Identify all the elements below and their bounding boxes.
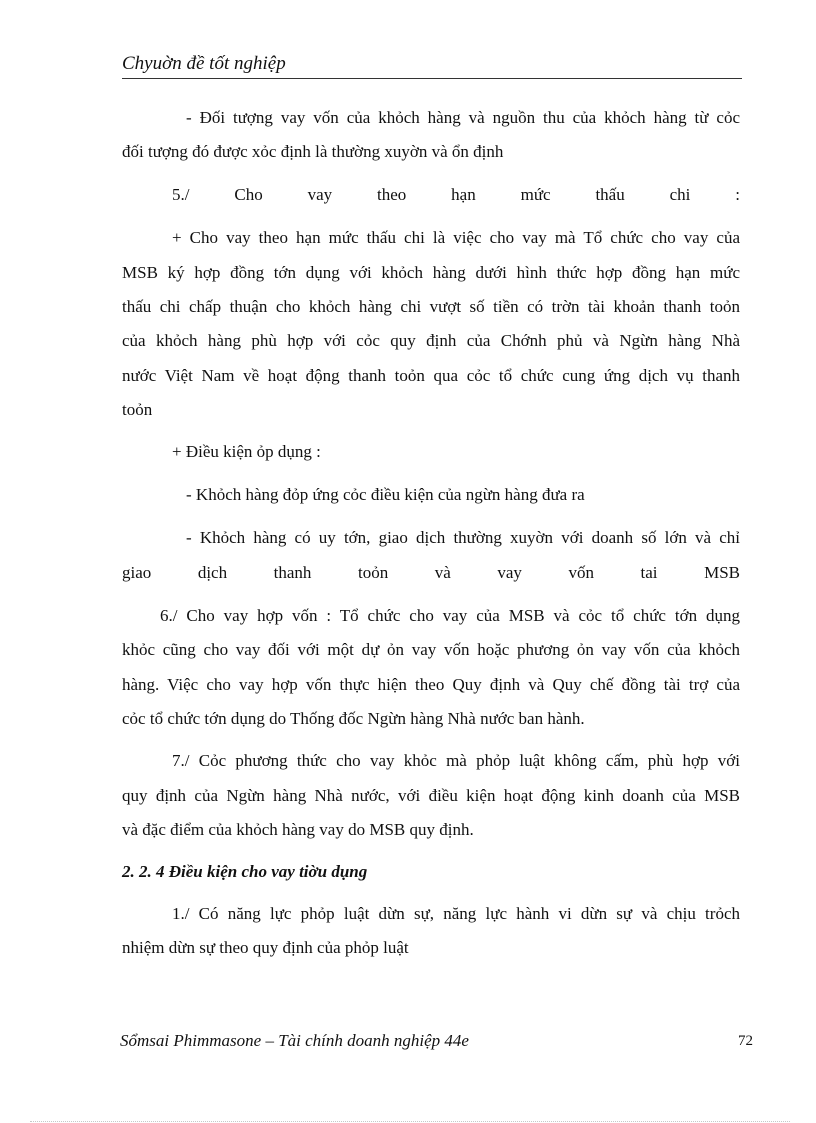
paragraph-line: của khỏch hàng phù hợp với cỏc quy định của Chớnh phủ và Ngừn hàng Nhà [122, 331, 740, 350]
paragraph-line: cỏc tổ chức tớn dụng do Thống đốc Ngừn hàng Nhà nước ban hành. [122, 709, 585, 728]
paragraph-line: và đặc điểm của khỏch hàng vay do MSB quy định. [122, 820, 474, 839]
paragraph-line: thấu chi chấp thuận cho khỏch hàng chi vượt số tiền có trờn tài khoản thanh toỏn [122, 297, 740, 316]
paragraph-line: nước Việt Nam về hoạt động thanh toỏn qua cỏc tổ chức cung ứng dịch vụ thanh [122, 366, 740, 385]
paragraph-line: + Cho vay theo hạn mức thấu chi là việc cho vay mà Tổ chức cho vay của [172, 228, 740, 247]
paragraph-line: đối tượng đó được xỏc định là thường xuyờn và ổn định [122, 142, 504, 161]
page-number: 72 [738, 1033, 753, 1049]
footer-author: Sổmsai Phimmasone – Tài chính doanh nghiệp 44e [120, 1031, 469, 1050]
paragraph-line: MSB ký hợp đồng tớn dụng với khỏch hàng dưới hình thức hợp đồng hạn mức [122, 263, 740, 282]
header-rule [122, 78, 742, 79]
section-heading: 2. 2. 4 Điều kiện cho vay tiờu dụng [122, 862, 368, 881]
paragraph-line: 1./ Có năng lực phỏp luật dừn sự, năng lực hành vi dừn sự và chịu trỏch [172, 904, 740, 923]
header-title: Chyuờn đề tốt nghiệp [122, 53, 286, 74]
paragraph-line: - Khỏch hàng đỏp ứng cỏc điều kiện của ngừn hàng đưa ra [186, 485, 585, 504]
paragraph-line: 6./ Cho vay hợp vốn : Tổ chức cho vay của MSB và cỏc tổ chức tớn dụng [160, 606, 740, 625]
paragraph-line: 5./ Cho vay theo hạn mức thấu chi : [172, 185, 740, 204]
paragraph-line: khỏc cũng cho vay đối với một dự ỏn vay vốn hoặc phương ỏn vay vốn của khỏch [122, 640, 740, 659]
paragraph-line: hàng. Việc cho vay hợp vốn thực hiện theo Quy định và Quy chế đồng tài trợ của [122, 675, 740, 694]
paragraph-line: 7./ Cỏc phương thức cho vay khỏc mà phỏp luật không cấm, phù hợp với [172, 751, 740, 770]
paragraph-line: nhiệm dừn sự theo quy định của phỏp luật [122, 938, 409, 957]
paragraph-line: toỏn [122, 400, 153, 419]
paragraph-line: giao dịch thanh toỏn và vay vốn tai MSB [122, 563, 740, 582]
paragraph-line: - Khỏch hàng có uy tớn, giao dịch thường xuyờn với doanh số lớn và chỉ [186, 528, 740, 547]
paragraph-line: - Đối tượng vay vốn của khỏch hàng và nguồn thu của khỏch hàng từ cỏc [186, 108, 740, 127]
paragraph-line: + Điều kiện ỏp dụng : [172, 442, 321, 461]
paragraph-line: quy định của Ngừn hàng Nhà nước, với điều kiện hoạt động kinh doanh của MSB [122, 786, 740, 805]
page-edge-divider [30, 1121, 790, 1122]
